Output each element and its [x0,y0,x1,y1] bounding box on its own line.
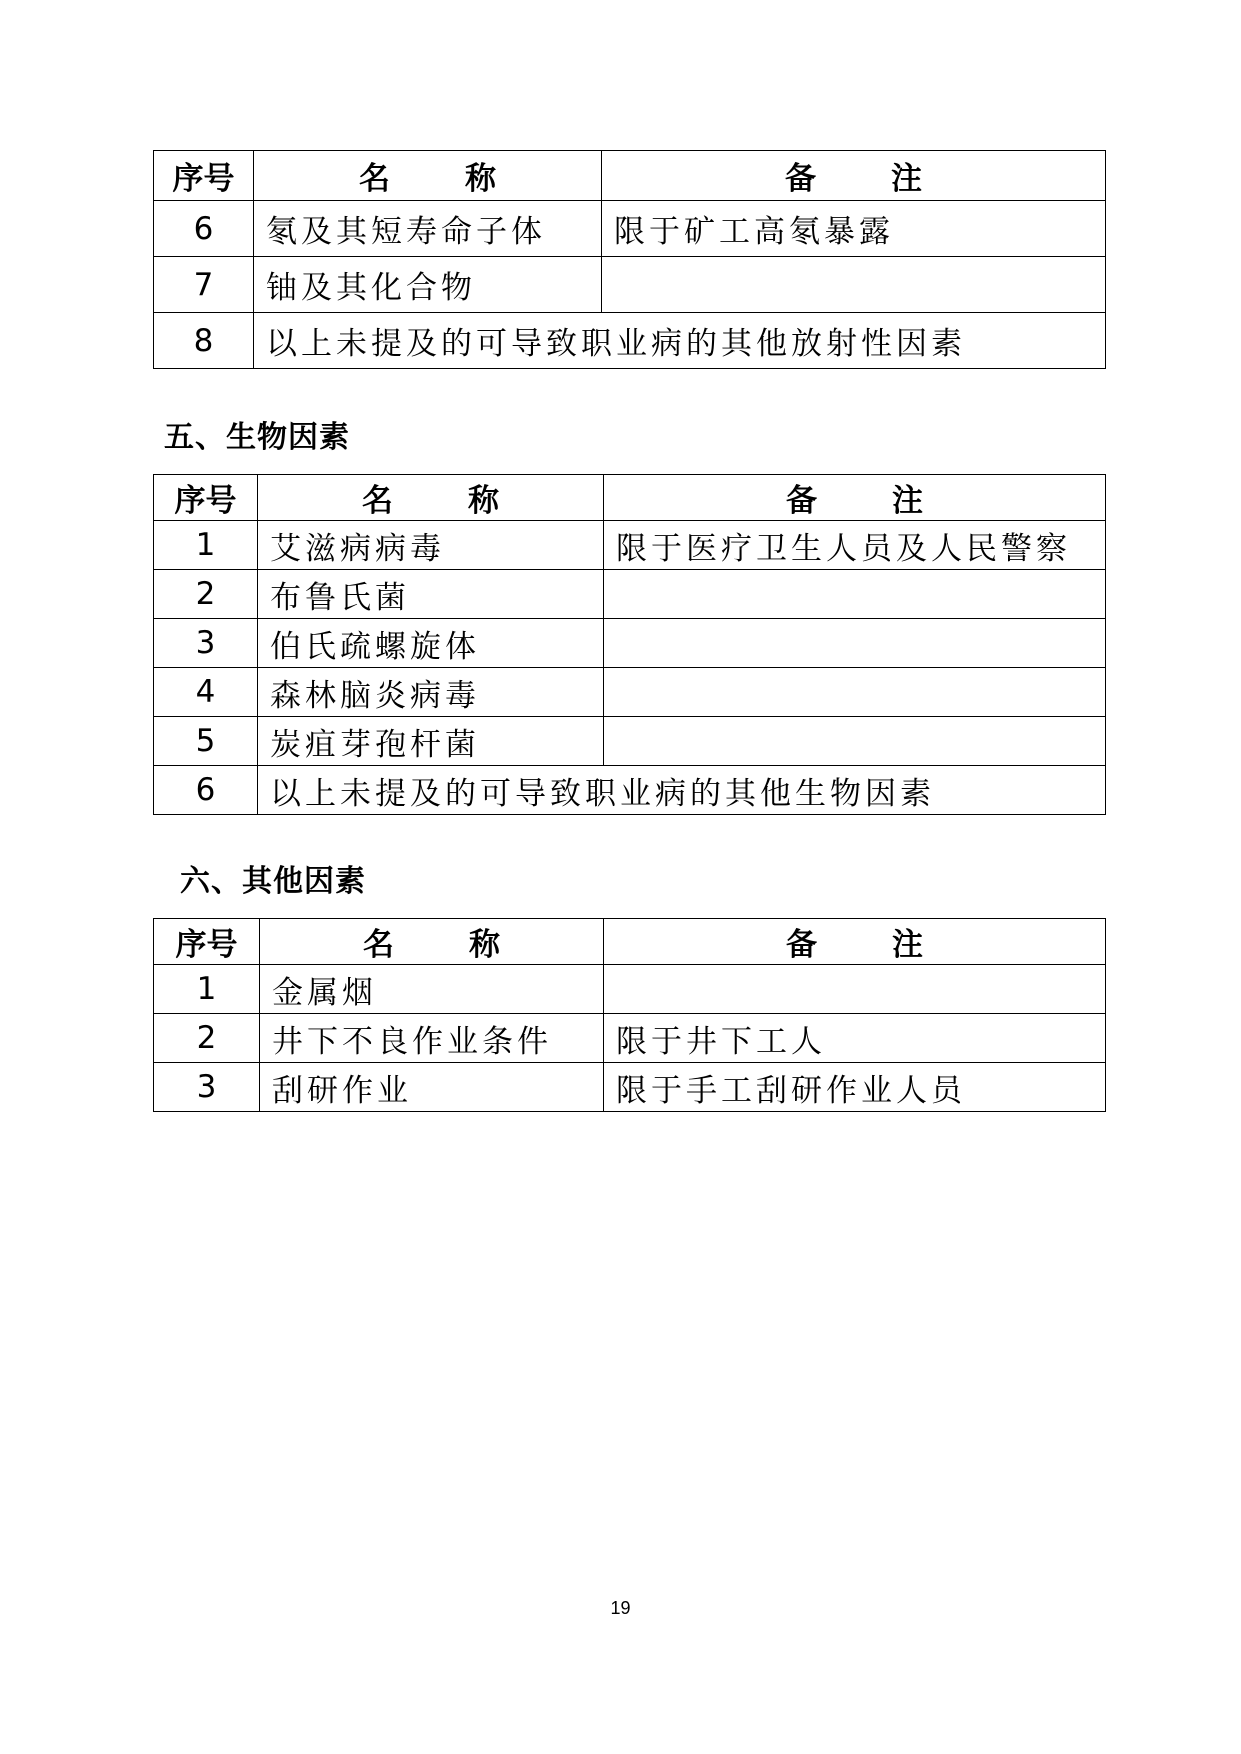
row-name: 布鲁氏菌 [258,570,604,619]
row-name: 炭疽芽孢杆菌 [258,717,604,766]
table-row [154,1063,1106,1112]
header-note: 备 注 [604,919,1106,965]
header-note: 备 注 [602,151,1106,201]
header-index: 序号 [154,151,254,201]
row-name: 井下不良作业条件 [260,1014,604,1063]
other-factors-table [153,918,1106,1112]
header-name: 名 称 [254,151,602,201]
row-index: 1 [154,521,258,570]
page-number: 19 [610,1598,631,1618]
row-name: 氡及其短寿命子体 [254,201,602,257]
row-note: 限于手工刮研作业人员 [604,1063,1106,1112]
table-row [154,201,1106,257]
table-row [154,965,1106,1014]
row-index: 3 [154,1063,260,1112]
row-note [604,668,1106,717]
row-index: 6 [154,766,258,815]
row-name: 以上未提及的可导致职业病的其他放射性因素 [254,313,1106,369]
biological-factors-table [153,474,1106,815]
table-row [154,668,1106,717]
table-row [154,619,1106,668]
row-note: 限于医疗卫生人员及人民警察 [604,521,1106,570]
section-heading-biological: 五、生物因素 [164,420,350,455]
row-note [602,257,1106,313]
row-note: 限于矿工高氡暴露 [602,201,1106,257]
header-name: 名 称 [258,475,604,521]
row-index: 1 [154,965,260,1014]
table-row [154,257,1106,313]
row-note [604,965,1106,1014]
row-index: 2 [154,570,258,619]
row-name: 铀及其化合物 [254,257,602,313]
row-note [604,570,1106,619]
table-row [154,521,1106,570]
row-index: 3 [154,619,258,668]
header-note: 备 注 [604,475,1106,521]
table-row [154,570,1106,619]
row-note [604,619,1106,668]
table-row [154,766,1106,815]
row-index: 5 [154,717,258,766]
table-header-row [154,151,1106,201]
row-name: 以上未提及的可导致职业病的其他生物因素 [258,766,1106,815]
row-name: 刮研作业 [260,1063,604,1112]
table-header-row [154,475,1106,521]
row-index: 4 [154,668,258,717]
row-index: 6 [154,201,254,257]
row-index: 8 [154,313,254,369]
row-note [604,717,1106,766]
row-name: 艾滋病病毒 [258,521,604,570]
row-name: 伯氏疏螺旋体 [258,619,604,668]
radiation-factors-table [153,150,1106,369]
table-header-row [154,919,1106,965]
row-name: 森林脑炎病毒 [258,668,604,717]
row-index: 2 [154,1014,260,1063]
table-row [154,313,1106,369]
row-name: 金属烟 [260,965,604,1014]
row-index: 7 [154,257,254,313]
header-index: 序号 [154,475,258,521]
table-row [154,717,1106,766]
row-note: 限于井下工人 [604,1014,1106,1063]
header-name: 名 称 [260,919,604,965]
table-row [154,1014,1106,1063]
section-heading-other: 六、其他因素 [180,864,366,899]
header-index: 序号 [154,919,260,965]
